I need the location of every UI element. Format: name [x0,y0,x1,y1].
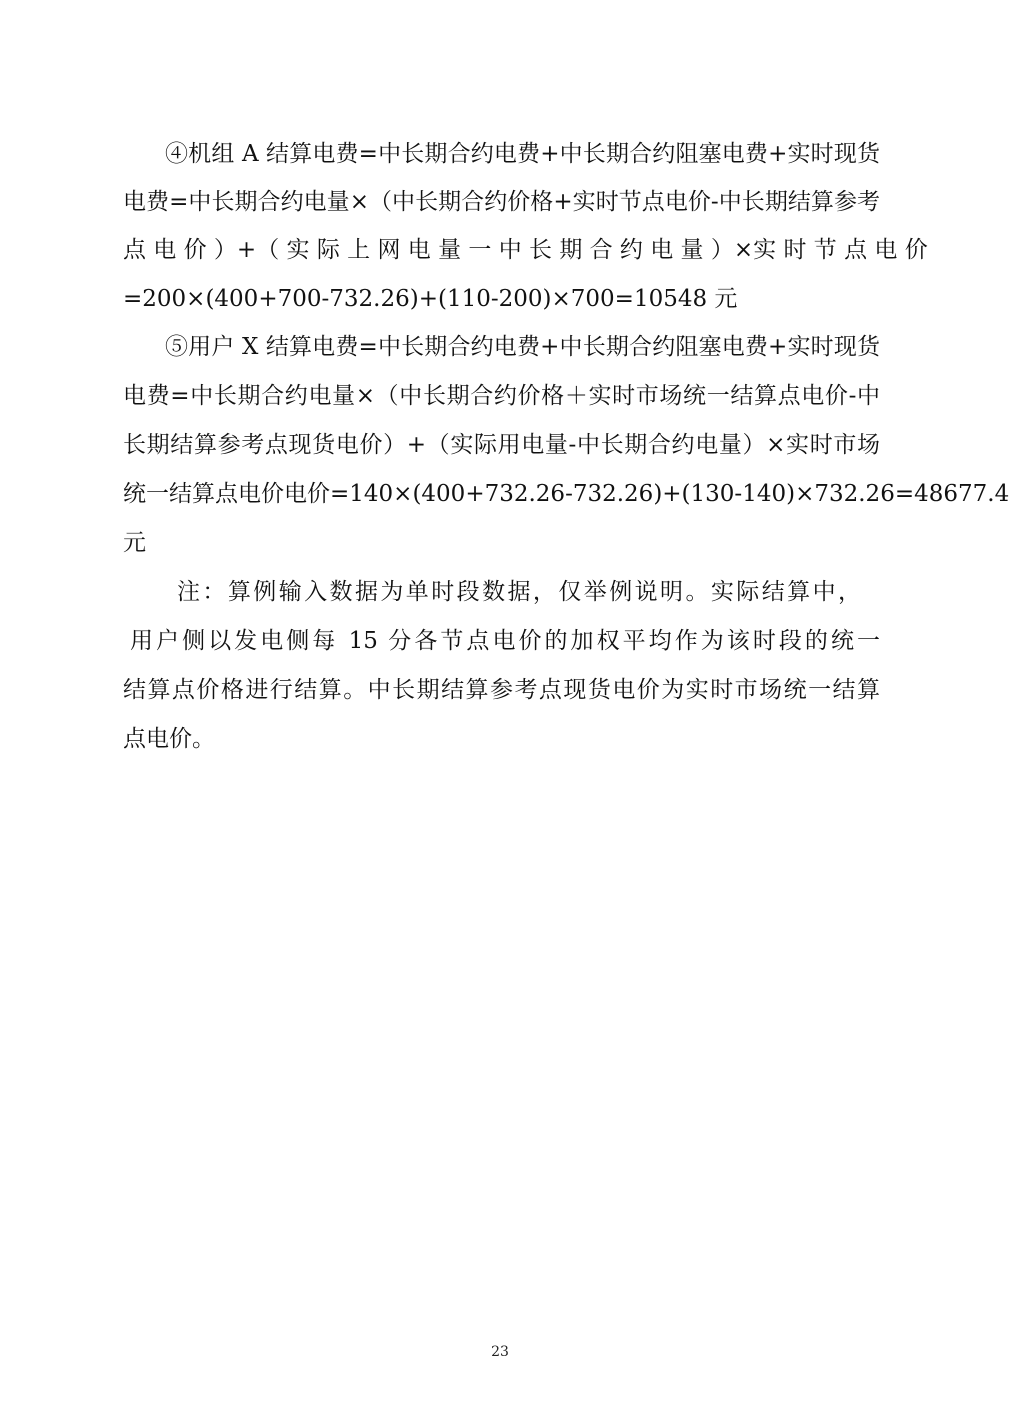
formula-unit-a-line-3: 点 电 价 ）+（ 实 际 上 网 电 量 一 中 长 期 合 约 电 量 ）×实 时 节 点 电 价 [123,237,928,263]
formula-user-x-line-4: 统一结算点电价电价=140×(400+732.26-732.26)+(130-140)×732.26=48677.4 [123,481,1009,507]
page-number: 23 [491,1344,509,1360]
formula-unit-a-line-2: 电费=中长期合约电量×（中长期合约价格+实时节点电价-中长期结算参考 [123,189,880,215]
formula-unit-a-result: =200×(400+700-732.26)+(110-200)×700=10548 元 [123,286,738,312]
formula-user-x-line-3: 长期结算参考点现货电价）+（实际用电量-中长期合约电量）×实时市场 [123,432,880,458]
note-line-3: 结算点价格进行结算。中长期结算参考点现货电价为实时市场统一结算 [123,677,880,703]
formula-unit-a-line-1: ④机组 A 结算电费=中长期合约电费+中长期合约阻塞电费+实时现货 [165,141,880,167]
note-line-2: 用户侧以发电侧每 15 分各节点电价的加权平均作为该时段的统一 [130,628,880,654]
formula-user-x-unit: 元 [123,530,146,556]
note-line-4: 点电价。 [123,726,215,752]
formula-user-x-line-2: 电费=中长期合约电量×（中长期合约价格＋实时市场统一结算点电价-中 [123,383,880,409]
note-line-1: 注：算例输入数据为单时段数据，仅举例说明。实际结算中， [177,579,861,605]
formula-user-x-line-1: ⑤用户 X 结算电费=中长期合约电费+中长期合约阻塞电费+实时现货 [165,334,880,360]
